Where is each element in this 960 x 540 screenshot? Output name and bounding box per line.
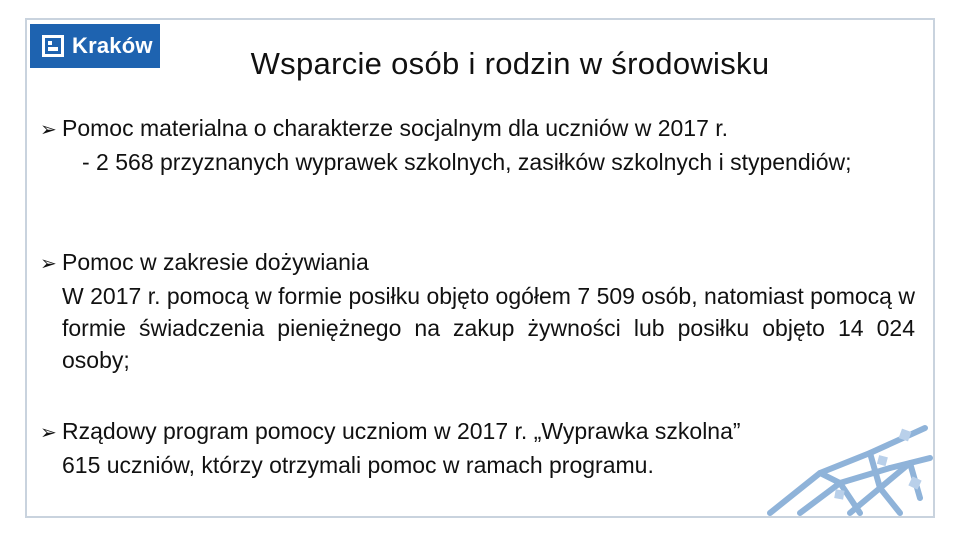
bullet-item: [40, 246, 915, 376]
bullet-detail: W 2017 r. pomocą w formie posiłku objęto ogółem 7 509 osób, natomiast pomocą w formie świadczenia pieniężnego na zakup żywności lub posiłku objęto 14 024 osoby;: [62, 283, 915, 373]
arrow-bullet-icon: ➢: [40, 119, 57, 141]
slide-title: Wsparcie osób i rodzin w środowisku: [250, 46, 770, 81]
bullet-heading: Pomoc w zakresie dożywiania: [62, 249, 369, 275]
arrow-bullet-icon: ➢: [40, 422, 57, 444]
arrow-bullet-icon: ➢: [40, 253, 57, 275]
bullet-detail: - 2 568 przyznanych wyprawek szkolnych, zasiłków szkolnych i stypendiów;: [82, 149, 852, 175]
krakow-logo: [30, 24, 160, 68]
bullet-heading: Pomoc materialna o charakterze socjalnym dla uczniów w 2017 r.: [62, 115, 729, 141]
city-map-decoration: [760, 418, 935, 518]
bullet-item: [40, 112, 915, 178]
bullet-detail: 615 uczniów, którzy otrzymali pomoc w ramach programu.: [62, 452, 654, 478]
krakow-logo-icon: [42, 35, 64, 57]
logo-text: Kraków: [72, 33, 153, 58]
bullet-heading: Rządowy program pomocy uczniom w 2017 r. „Wyprawka szkolna”: [62, 418, 741, 444]
